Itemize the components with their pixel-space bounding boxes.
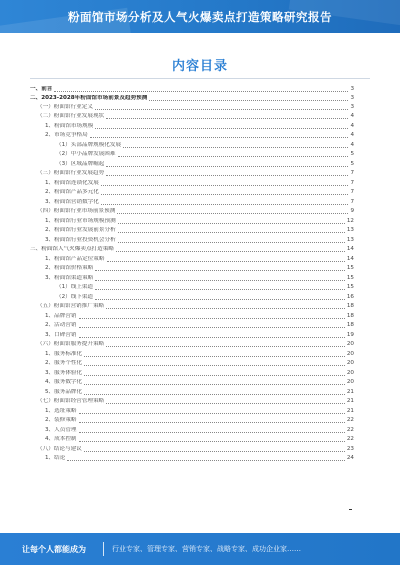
toc-entry-label: 2、市场竞争格局 <box>45 132 88 138</box>
toc-entry-label: 1、粉面馆连锁化发展 <box>45 180 99 186</box>
toc-entry-page: 9 <box>350 208 354 214</box>
toc-entry-label: 4、服务数字化 <box>45 379 83 385</box>
toc-entry-page: 21 <box>346 408 354 414</box>
toc-entry[interactable] <box>30 235 354 244</box>
toc-entry-page: 7 <box>350 170 354 176</box>
dot-leader <box>79 441 345 442</box>
dot-leader <box>118 223 345 224</box>
toc-entry-page: 22 <box>346 427 354 433</box>
toc-entry[interactable] <box>30 187 354 196</box>
toc-entry-page: 21 <box>346 389 354 395</box>
toc-entry[interactable] <box>30 282 354 291</box>
toc-entry-label: 3、粉面馆营销数字化 <box>45 199 99 205</box>
toc-entry-page: 4 <box>350 142 354 148</box>
toc-entry-label: 二、2023-2028年粉面馆市场前景及趋势预测 <box>30 95 148 101</box>
toc-heading: 内容目录 <box>171 59 228 74</box>
dot-leader <box>84 384 345 385</box>
dot-leader <box>84 394 345 395</box>
dot-leader <box>116 251 345 252</box>
toc-entry-page: 12 <box>346 218 354 224</box>
toc-entry-page: 22 <box>346 417 354 423</box>
toc-entry[interactable] <box>30 358 354 367</box>
toc-entry[interactable] <box>30 453 354 462</box>
toc-entry-label: （八）结论与建议 <box>37 446 82 452</box>
report-header <box>0 0 400 33</box>
toc-entry-label: 1、粉面馆产品定位策略 <box>45 256 105 262</box>
toc-entry-label: （四）粉面馆行业市场前景预测 <box>37 208 116 214</box>
toc-entry-label: 一、前言 <box>30 86 53 92</box>
toc-entry-label: 5、服务品牌化 <box>45 389 83 395</box>
dot-leader <box>79 327 345 328</box>
toc-entry-label: 1、粉面馆行业市场规模预测 <box>45 218 116 224</box>
toc-entry-page: 7 <box>350 199 354 205</box>
toc-entry-page: 20 <box>346 360 354 366</box>
toc-entry[interactable] <box>30 206 354 215</box>
dot-leader <box>79 337 345 338</box>
toc-entry-label: （三）粉面馆行业发展趋势 <box>37 170 105 176</box>
toc-entry-page: 15 <box>346 284 354 290</box>
toc-entry-page: 3 <box>350 95 354 101</box>
dot-leader <box>95 109 348 110</box>
toc-entry[interactable] <box>30 111 354 120</box>
toc-entry-page: 19 <box>346 332 354 338</box>
dot-leader <box>123 147 348 148</box>
toc-entry-page: 20 <box>346 351 354 357</box>
toc-entry[interactable] <box>30 339 354 348</box>
dot-leader <box>95 270 345 271</box>
dot-leader <box>95 280 345 281</box>
toc-entry-label: 2、服务个性化 <box>45 360 83 366</box>
toc-entry[interactable] <box>30 216 354 225</box>
toc-entry[interactable] <box>30 93 354 102</box>
toc-entry[interactable] <box>30 263 354 272</box>
toc-entry[interactable] <box>30 444 354 453</box>
toc-entry-label: 2、活动营销 <box>45 322 77 328</box>
dot-leader <box>79 432 345 433</box>
toc-entry-label: 3、人员管理 <box>45 427 77 433</box>
dot-leader <box>79 422 345 423</box>
toc-entry[interactable] <box>30 102 354 111</box>
toc-entry-label: 3、粉面馆渠道策略 <box>45 275 94 281</box>
dot-leader <box>106 346 345 347</box>
dot-leader <box>95 128 348 129</box>
toc-entry[interactable] <box>30 301 354 310</box>
dot-leader <box>84 375 345 376</box>
dot-leader <box>107 261 345 262</box>
toc-entry-label: 3、服务体验化 <box>45 370 83 376</box>
page-footer <box>0 533 400 565</box>
dot-leader <box>118 232 345 233</box>
toc-entry[interactable] <box>30 84 354 93</box>
toc-entry-page: 18 <box>346 322 354 328</box>
toc-entry-label: 2、装修策略 <box>45 417 77 423</box>
dot-leader <box>149 100 348 101</box>
toc-entry[interactable] <box>30 254 354 263</box>
toc-entry-label: （2）中小品牌发展困难 <box>56 151 116 157</box>
report-title: 粉面馆市场分析及人气火爆卖点打造策略研究报告 <box>68 10 332 24</box>
toc-entry[interactable] <box>30 168 354 177</box>
toc-entry-page: 24 <box>346 455 354 461</box>
toc-entry-page: 14 <box>346 246 354 252</box>
dot-leader <box>79 413 345 414</box>
toc-entry-page: 3 <box>350 104 354 110</box>
toc-entry-label: （2）线下渠道 <box>56 294 94 300</box>
toc-entry[interactable] <box>30 130 354 139</box>
toc-entry[interactable] <box>30 387 354 396</box>
toc-entry-label: （1）头部品牌规模化发展 <box>56 142 122 148</box>
toc-entry-page: 13 <box>346 237 354 243</box>
toc-entry-page: 21 <box>346 398 354 404</box>
dot-leader <box>117 213 348 214</box>
toc-entry[interactable] <box>30 121 354 130</box>
dot-leader <box>106 175 348 176</box>
dot-leader <box>90 137 349 138</box>
toc-entry-label: （五）粉面馆营销推广策略 <box>37 303 105 309</box>
dot-leader <box>95 299 345 300</box>
toc-entry[interactable] <box>30 396 354 405</box>
toc-entry-label: （一）粉面馆行业定义 <box>37 104 93 110</box>
toc-entry-label: （六）粉面馆服务提升策略 <box>37 341 105 347</box>
toc-entry-page: 4 <box>350 113 354 119</box>
toc-entry-page: 15 <box>346 275 354 281</box>
toc-entry[interactable] <box>30 273 354 282</box>
toc-entry-page: 15 <box>346 265 354 271</box>
dot-leader <box>106 308 345 309</box>
toc-entry-label: 2、粉面馆产品多元化 <box>45 189 99 195</box>
toc-entry[interactable] <box>30 225 354 234</box>
toc-entry-page: 16 <box>346 294 354 300</box>
toc-entry[interactable] <box>30 368 354 377</box>
toc-entry-label: 2、粉面馆行业发展前景分析 <box>45 227 116 233</box>
footer-divider <box>103 542 104 556</box>
toc-entry[interactable] <box>30 159 354 168</box>
divider <box>30 78 370 79</box>
toc-entry-label: 1、粉面馆市场规模 <box>45 123 94 129</box>
dot-leader <box>118 242 345 243</box>
toc-entry-page: 18 <box>346 313 354 319</box>
toc-entry[interactable] <box>30 415 354 424</box>
dot-leader <box>106 403 345 404</box>
toc-entry-label: 1、选址策略 <box>45 408 77 414</box>
toc-entry[interactable] <box>30 349 354 358</box>
dot-leader <box>101 185 349 186</box>
toc-entry-page: 4 <box>350 132 354 138</box>
toc-entry[interactable] <box>30 330 354 339</box>
toc-entry-page: 3 <box>350 86 354 92</box>
dot-leader <box>106 118 348 119</box>
toc-entry-label: 1、结论 <box>45 455 66 461</box>
toc-entry[interactable] <box>30 311 354 320</box>
toc-entry-label: （七）粉面馆经营管理策略 <box>37 398 105 404</box>
toc-entry-label: 3、粉面馆行业投资机会分析 <box>45 237 116 243</box>
toc-entry-page: 5 <box>350 161 354 167</box>
toc-entry-page: 22 <box>346 436 354 442</box>
dot-leader <box>54 91 348 92</box>
toc-entry-page: 20 <box>346 341 354 347</box>
page-mark <box>349 509 352 510</box>
toc-entry-label: 2、粉面馆价格策略 <box>45 265 94 271</box>
toc-entry[interactable] <box>30 140 354 149</box>
dot-leader <box>95 289 345 290</box>
dot-leader <box>84 365 345 366</box>
toc-entry-page: 23 <box>346 446 354 452</box>
toc-entry[interactable] <box>30 434 354 443</box>
dot-leader <box>118 156 349 157</box>
footer-slogan: 让每个人都能成为 <box>22 545 86 554</box>
toc-entry-page: 5 <box>350 151 354 157</box>
toc-entry[interactable] <box>30 178 354 187</box>
footer-tagline: 行业专家、管理专家、营销专家、战略专家、成功企业家…… <box>112 545 301 553</box>
toc-entry-label: （1）线上渠道 <box>56 284 94 290</box>
dot-leader <box>79 318 345 319</box>
toc-entry[interactable] <box>30 320 354 329</box>
toc-entry[interactable] <box>30 425 354 434</box>
toc-entry[interactable] <box>30 377 354 386</box>
toc-entry[interactable] <box>30 149 354 158</box>
toc-entry[interactable] <box>30 244 354 253</box>
toc-entry-label: 1、服务标准化 <box>45 351 83 357</box>
toc-entry-label: （3）区域品牌崛起 <box>56 161 105 167</box>
dot-leader <box>67 460 345 461</box>
toc-entry-page: 13 <box>346 227 354 233</box>
toc-entry-label: 1、品牌营销 <box>45 313 77 319</box>
toc-entry[interactable] <box>30 197 354 206</box>
toc-entry-page: 14 <box>346 256 354 262</box>
toc-entry-label: 3、口碑营销 <box>45 332 77 338</box>
toc-entry-page: 18 <box>346 303 354 309</box>
dot-leader <box>84 356 345 357</box>
toc-entry-label: 4、成本控制 <box>45 436 77 442</box>
toc-entry-page: 7 <box>350 189 354 195</box>
toc-entry[interactable] <box>30 292 354 301</box>
toc-entry-label: （二）粉面馆行业发展现状 <box>37 113 105 119</box>
toc-entry-page: 20 <box>346 370 354 376</box>
dot-leader <box>101 204 349 205</box>
toc-entry-label: 三、粉面馆人气火爆卖点打造策略 <box>30 246 114 252</box>
dot-leader <box>101 194 349 195</box>
dot-leader <box>84 451 345 452</box>
toc-entry-page: 20 <box>346 379 354 385</box>
toc-entry-page: 7 <box>350 180 354 186</box>
toc-entry[interactable] <box>30 406 354 415</box>
toc-entry-page: 4 <box>350 123 354 129</box>
dot-leader <box>106 166 348 167</box>
